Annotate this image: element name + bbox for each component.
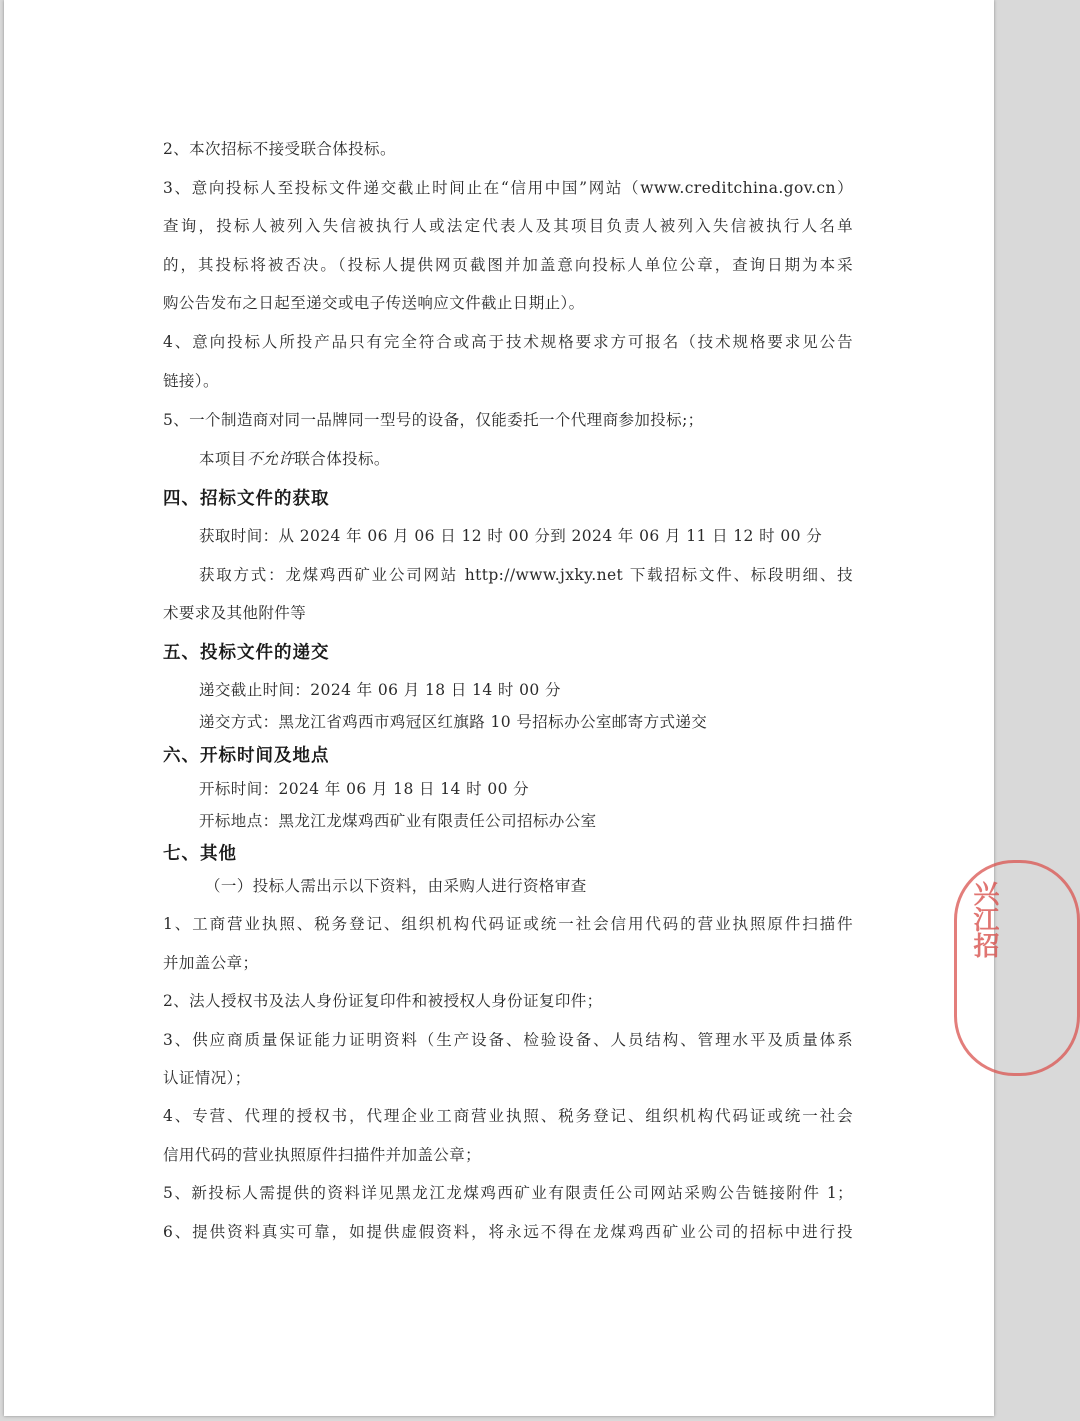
section-heading-5: 五、投标文件的递交 bbox=[163, 643, 330, 663]
text-line: 4、意向投标人所投产品只有完全符合或高于技术规格要求方可报名（技术规格要求见公告 bbox=[163, 333, 853, 351]
seal-stamp-text: 兴江招 bbox=[969, 880, 999, 958]
text-line: 获取方式：龙煤鸡西矿业公司网站 http://www.jxky.net 下载招标文件、标段明细、技 bbox=[199, 566, 853, 584]
text-line: 链接）。 bbox=[163, 372, 219, 390]
text-line: 信用代码的营业执照原件扫描件并加盖公章； bbox=[163, 1146, 482, 1164]
text-line: 术要求及其他附件等 bbox=[163, 604, 307, 622]
text-line: 并加盖公章； bbox=[163, 954, 259, 972]
text-line: 6、提供资料真实可靠，如提供虚假资料，将永远不得在龙煤鸡西矿业公司的招标中进行投 bbox=[163, 1223, 853, 1241]
text-line: 开标地点：黑龙江龙煤鸡西矿业有限责任公司招标办公室 bbox=[199, 812, 597, 830]
text-line: 3、供应商质量保证能力证明资料（生产设备、检验设备、人员结构、管理水平及质量体系 bbox=[163, 1031, 853, 1049]
text-span: 本项目 bbox=[199, 450, 247, 468]
section-heading-6: 六、开标时间及地点 bbox=[163, 746, 330, 766]
text-line: 5、一个制造商对同一品牌同一型号的设备，仅能委托一个代理商参加投标;； bbox=[163, 411, 704, 429]
text-line: 递交截止时间：2024 年 06 月 18 日 14 时 00 分 bbox=[199, 681, 561, 699]
text-line bbox=[199, 447, 390, 469]
text-line: 5、新投标人需提供的资料详见黑龙江龙煤鸡西矿业有限责任公司网站采购公告链接附件 1； bbox=[163, 1184, 853, 1202]
text-line: 认证情况）； bbox=[163, 1069, 251, 1087]
text-line: 购公告发布之日起至递交或电子传送响应文件截止日期止）。 bbox=[163, 294, 585, 312]
text-line: 开标时间：2024 年 06 月 18 日 14 时 00 分 bbox=[199, 780, 530, 798]
text-line: 递交方式：黑龙江省鸡西市鸡冠区红旗路 10 号招标办公室邮寄方式递交 bbox=[199, 713, 708, 731]
section-heading-7: 七、其他 bbox=[163, 844, 237, 864]
text-line: 2、本次招标不接受联合体投标。 bbox=[163, 140, 396, 158]
text-line: 3、意向投标人至投标文件递交截止时间止在“信用中国”网站（www.creditchina.gov.cn） bbox=[163, 179, 853, 197]
text-line: 查询，投标人被列入失信被执行人或法定代表人及其项目负责人被列入失信被执行人名单 bbox=[163, 217, 853, 235]
text-line: 1、工商营业执照、税务登记、组织机构代码证或统一社会信用代码的营业执照原件扫描件 bbox=[163, 915, 853, 933]
text-line: 4、专营、代理的授权书，代理企业工商营业执照、税务登记、组织机构代码证或统一社会 bbox=[163, 1107, 853, 1125]
text-line: 的，其投标将被否决。（投标人提供网页截图并加盖意向投标人单位公章，查询日期为本采 bbox=[163, 256, 853, 274]
text-line: 2、法人授权书及法人身份证复印件和被授权人身份证复印件； bbox=[163, 992, 603, 1010]
text-span-italic: 不允许 bbox=[246, 450, 295, 468]
document-page bbox=[4, 0, 999, 1416]
text-line: 获取时间：从 2024 年 06 月 06 日 12 时 00 分到 2024 年 06 月 11 日 12 时 00 分 bbox=[199, 527, 823, 545]
section-heading-4: 四、招标文件的获取 bbox=[163, 489, 330, 509]
text-span: 联合体投标。 bbox=[294, 450, 390, 468]
text-line: （一）投标人需出示以下资料，由采购人进行资格审查 bbox=[205, 877, 587, 895]
